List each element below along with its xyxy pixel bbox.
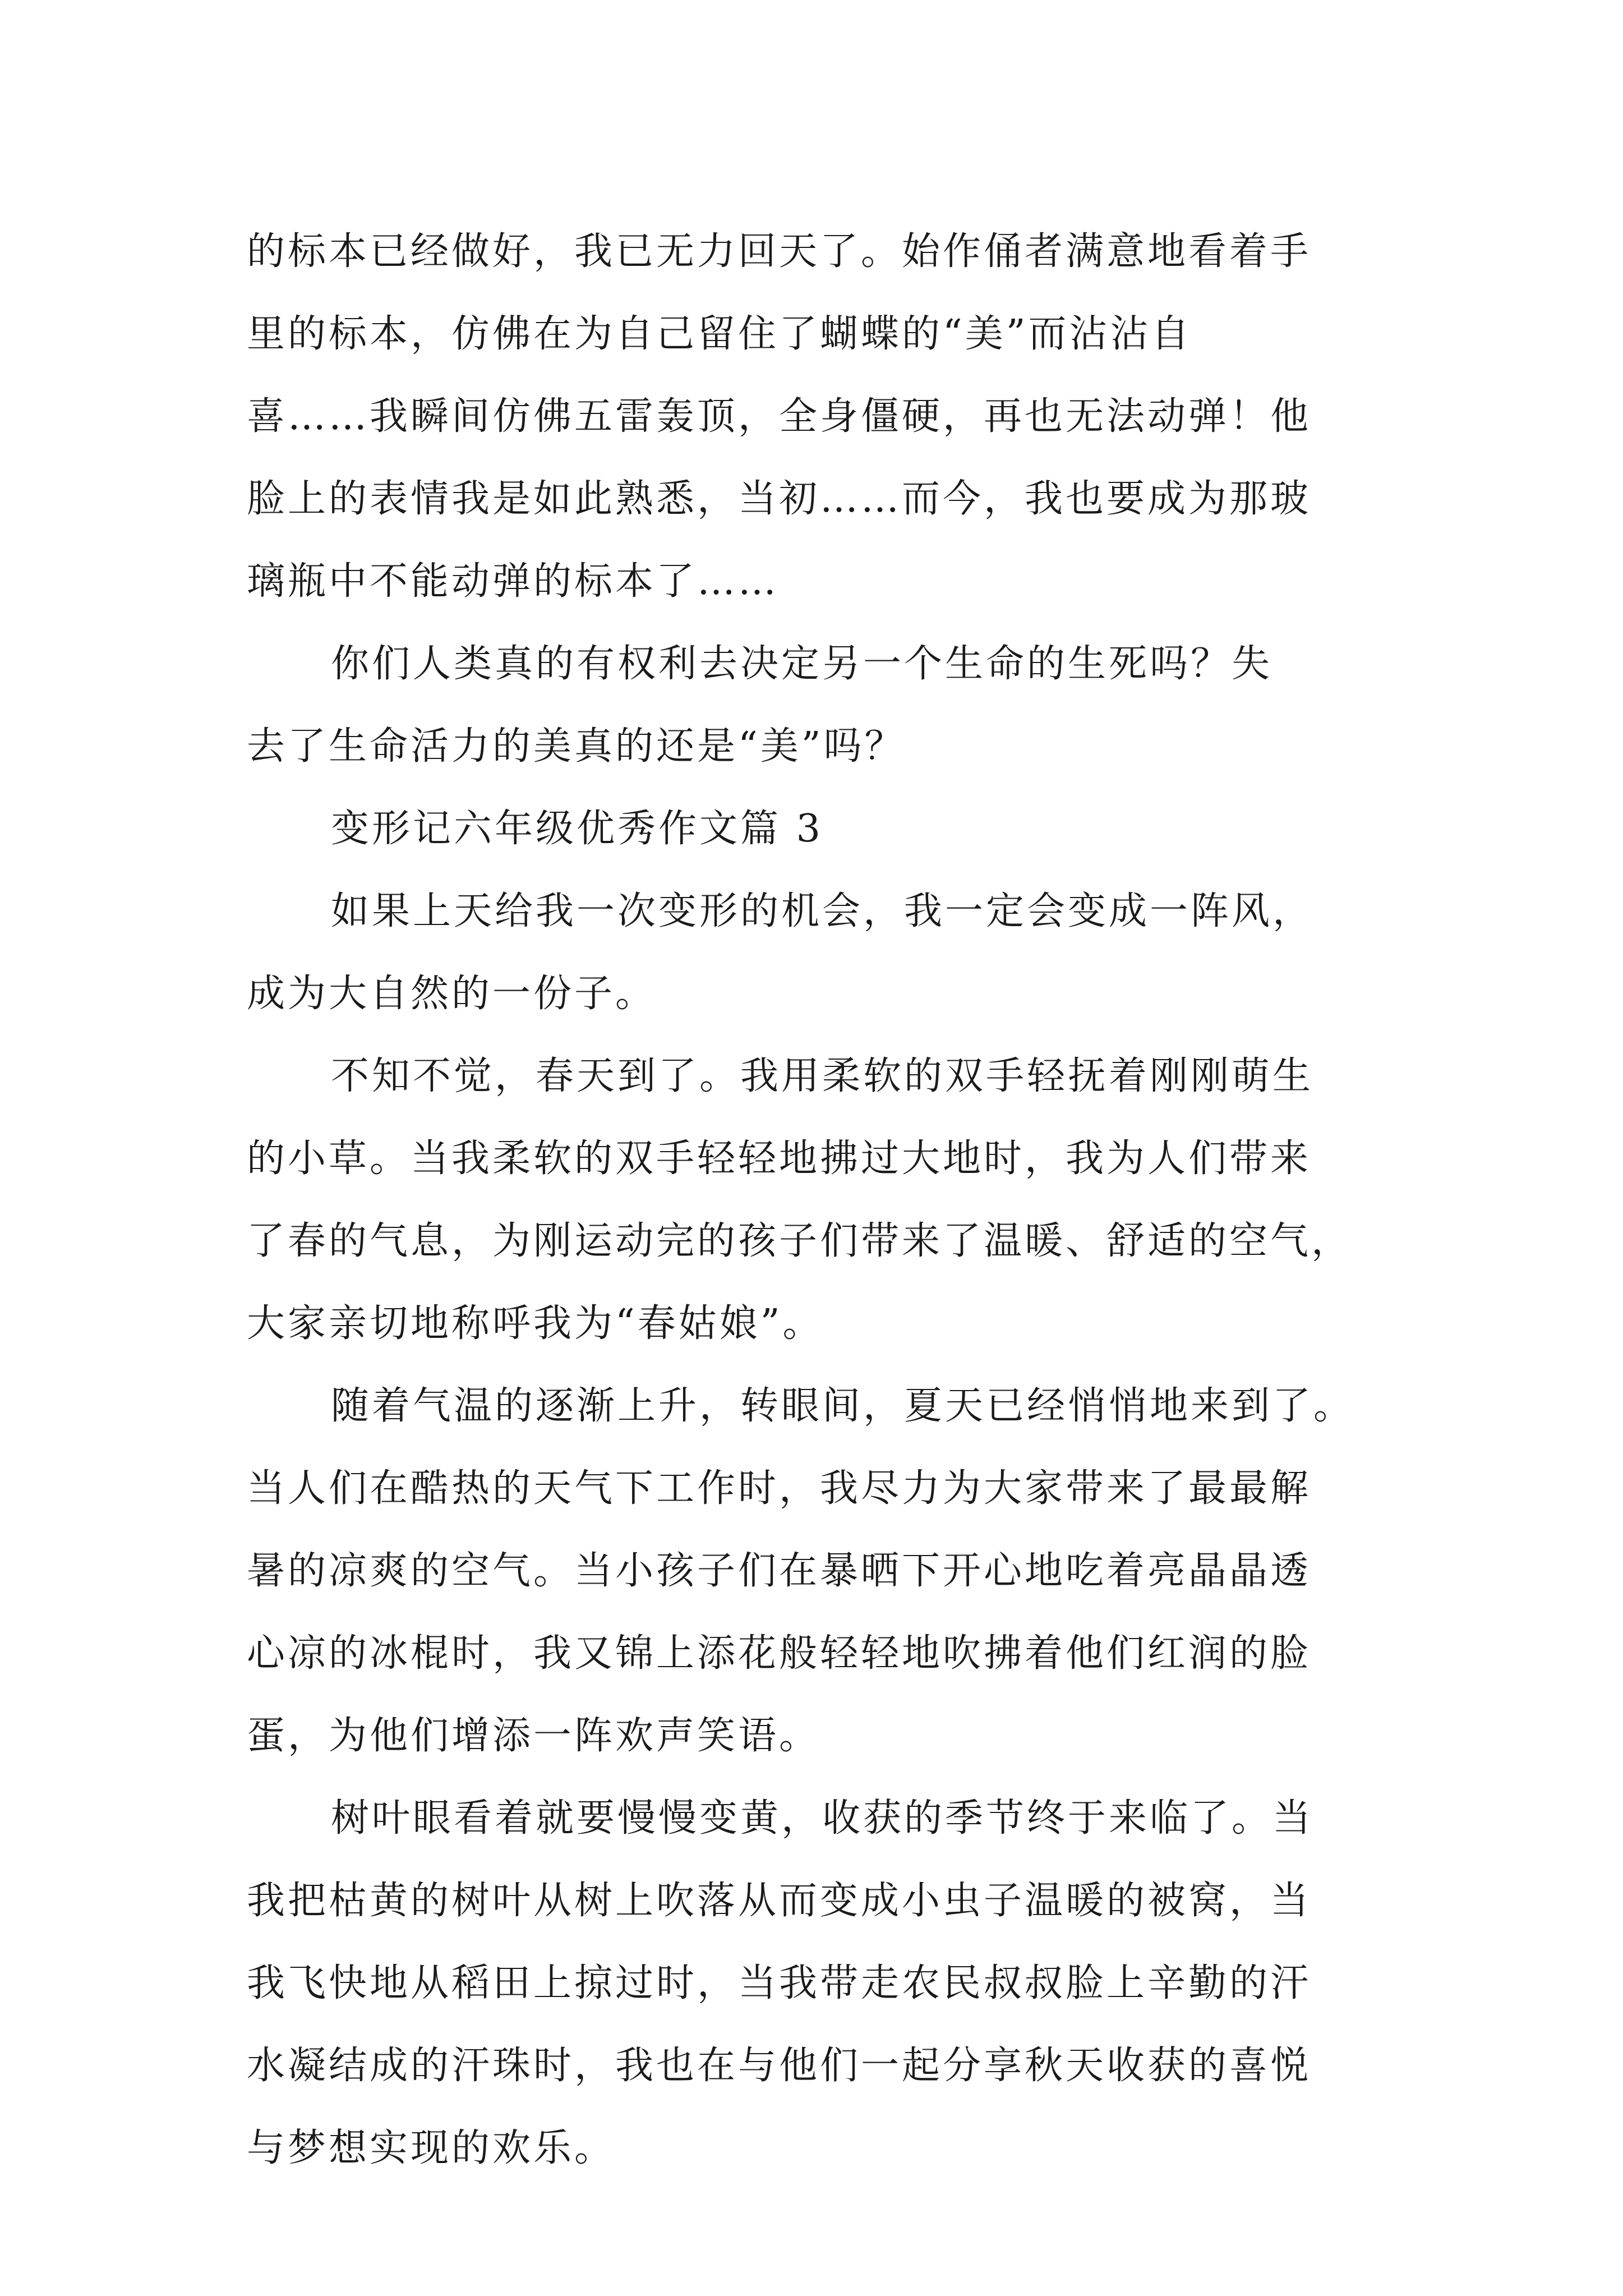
text-line: 喜……我瞬间仿佛五雷轰顶，全身僵硬，再也无法动弹！他: [247, 394, 1312, 439]
text-line: 了春的气息，为刚运动完的孩子们带来了温暖、舒适的空气，: [247, 1219, 1353, 1263]
text-line: 去了生命活力的美真的还是“美”吗？: [247, 724, 906, 769]
text-line: 成为大自然的一份子。: [247, 972, 657, 1016]
text-line: 不知不觉，春天到了。我用柔软的双手轻抚着刚刚萌生: [331, 1054, 1314, 1098]
text-line: 你们人类真的有权利去决定另一个生命的生死吗？失: [331, 642, 1273, 686]
text-line: 我把枯黄的树叶从树上吹落从而变成小虫子温暖的被窝，当: [247, 1879, 1312, 1923]
text-line: 树叶眼看着就要慢慢变黄，收获的季节终于来临了。当: [331, 1796, 1314, 1841]
text-line: 心凉的冰棍时，我又锦上添花般轻轻地吹拂着他们红润的脸: [247, 1631, 1312, 1676]
essay-body: [247, 210, 1396, 2189]
section-heading: 变形记六年级优秀作文篇 3: [331, 807, 823, 851]
text-line: 蛋，为他们增添一阵欢声笑语。: [247, 1714, 820, 1758]
text-line: 我飞快地从稻田上掠过时，当我带走农民叔叔脸上辛勤的汗: [247, 1961, 1312, 2005]
text-line: 如果上天给我一次变形的机会，我一定会变成一阵风，: [331, 889, 1314, 933]
text-line: 脸上的表情我是如此熟悉，当初……而今，我也要成为那玻: [247, 477, 1312, 521]
text-line: 璃瓶中不能动弹的标本了……: [247, 559, 780, 604]
text-line: 随着气温的逐渐上升，转眼间，夏天已经悄悄地来到了。: [331, 1384, 1355, 1428]
text-line: 里的标本，仿佛在为自己留住了蝴蝶的“美”而沾沾自: [247, 312, 1192, 356]
text-line: 当人们在酷热的天气下工作时，我尽力为大家带来了最最解: [247, 1466, 1312, 1511]
text-line: 的标本已经做好，我已无力回天了。始作俑者满意地看着手: [247, 229, 1312, 274]
text-line: 与梦想实现的欢乐。: [247, 2126, 616, 2170]
text-line: 大家亲切地称呼我为“春姑娘”。: [247, 1301, 824, 1346]
text-line: 水凝结成的汗珠时，我也在与他们一起分享秋天收获的喜悦: [247, 2044, 1312, 2088]
text-line: 暑的凉爽的空气。当小孩子们在暴晒下开心地吃着亮晶晶透: [247, 1549, 1312, 1593]
text-line: 的小草。当我柔软的双手轻轻地拂过大地时，我为人们带来: [247, 1137, 1312, 1181]
